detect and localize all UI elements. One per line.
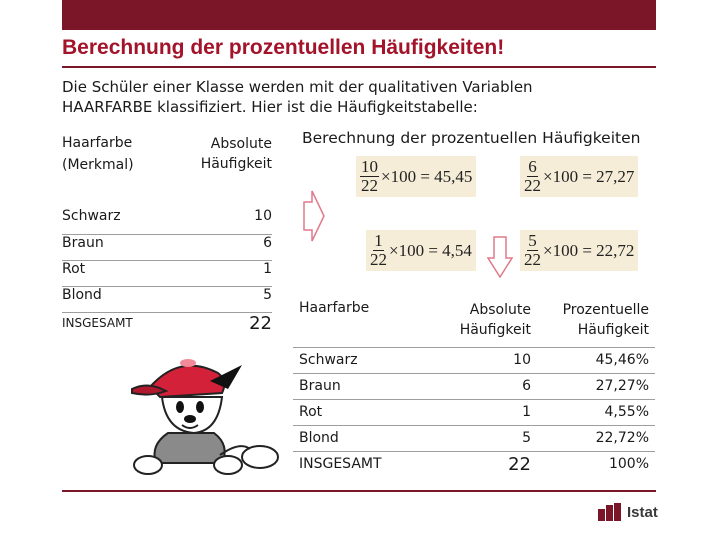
table-row: Braun 6 [62, 234, 272, 260]
intro-line: Die Schüler einer Klasse werden mit der qualitativen Variablen [62, 78, 533, 96]
table-row: Rot 1 4,55% [293, 399, 655, 425]
table-row: Blond 5 [62, 286, 272, 312]
table-row: Braun 6 27,27% [293, 373, 655, 399]
formula: $\frac{6}{22}$ ×100 = 27,27 [520, 156, 638, 197]
table-row: Rot 1 [62, 260, 272, 286]
frequency-table [62, 132, 272, 340]
percentage-table [293, 297, 655, 483]
istat-logo-icon [598, 503, 624, 521]
calc-title: Berechnung der prozentuellen Häufigkeiten [302, 129, 641, 147]
formula: $\frac{1}{22}$ ×100 = 4,54 [366, 230, 476, 271]
formula: $\frac{10}{22}$ ×100 = 45,45 [356, 156, 476, 197]
logo-text: Istat [627, 503, 658, 521]
footer-divider [62, 490, 656, 492]
table-header: Absolute Häufigkeit [200, 136, 272, 172]
table-header: Absolute Häufigkeit [459, 302, 531, 338]
cartoon-kid-illustration [110, 345, 290, 485]
istat-logo [598, 503, 658, 521]
table-header: Prozentuelle Häufigkeit [562, 302, 649, 338]
title-divider [62, 66, 656, 68]
page-title: Berechnung der prozentuellen Häufigkeiten! [62, 36, 505, 59]
formula: $\frac{5}{22}$ ×100 = 22,72 [520, 230, 638, 271]
table-row: Schwarz 10 [62, 208, 272, 224]
top-banner [62, 0, 656, 30]
table-total-row: INSGESAMT 22 [62, 312, 272, 340]
down-arrow-icon [487, 236, 513, 278]
table-row: Schwarz 10 45,46% [293, 347, 655, 373]
intro-line: HAARFARBE klassifiziert. Hier ist die Häufigkeitstabelle: [62, 98, 478, 116]
right-arrow-icon [303, 190, 325, 242]
intro-text [62, 77, 662, 117]
table-header: Haarfarbe [299, 300, 370, 316]
table-header: Haarfarbe (Merkmal) [62, 135, 134, 173]
table-row: Blond 5 22,72% [293, 425, 655, 451]
table-total-row: INSGESAMT 22 100% [293, 451, 655, 483]
